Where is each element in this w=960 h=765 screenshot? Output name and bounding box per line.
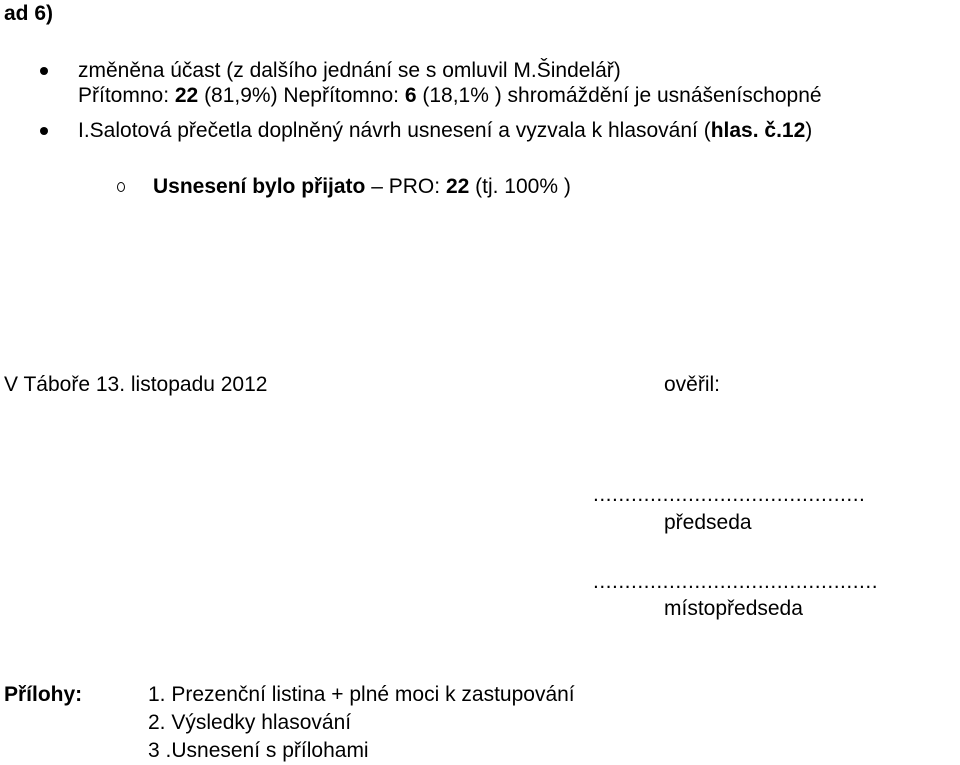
present-count: 22 — [174, 84, 199, 107]
resolution-passed: Usnesení bylo přijato — [153, 175, 366, 198]
pro-label: PRO: — [388, 175, 446, 198]
signature-line-vice-chair: ............................................. — [593, 570, 879, 593]
signature-line-chair: ........................................... — [593, 483, 866, 506]
pro-count: 22 — [445, 175, 470, 198]
attachment-item: 1. Prezenční listina + plné moci k zastupování — [148, 683, 575, 706]
attendance-summary — [78, 83, 822, 108]
vote-number: hlas. č.12 — [710, 119, 806, 142]
proposal-close: ) — [805, 119, 813, 142]
vice-chair-role: místopředseda — [664, 597, 803, 620]
proposal-main: I.Salotová přečetla doplněný návrh usnesení a vyzvala k hlasování ( — [78, 119, 711, 142]
place-date: V Táboře 13. listopadu 2012 — [4, 373, 268, 396]
resolution-result — [153, 174, 571, 199]
attachment-item: 3 .Usnesení s přílohami — [148, 739, 369, 762]
proposal-text — [78, 118, 812, 143]
bullet-icon — [40, 67, 48, 75]
pro-percentage: (tj. 100% ) — [469, 175, 571, 198]
attachment-item: 2. Výsledky hlasování — [148, 711, 352, 734]
attendance-change-text: změněna účast (z dalšího jednání se s omluvil M.Šindelář) — [78, 59, 621, 82]
chair-role: předseda — [664, 511, 752, 534]
resolution-dash: – — [365, 175, 389, 198]
section-heading: ad 6) — [4, 2, 54, 25]
absent-label: (81,9%) Nepřítomno: — [198, 84, 405, 107]
absent-count: 6 — [404, 84, 417, 107]
attachments-label: Přílohy: — [4, 683, 83, 706]
verified-label: ověřil: — [664, 373, 721, 396]
circle-bullet-icon — [117, 182, 125, 192]
bullet-icon — [40, 127, 48, 135]
quorum-text: (18,1% ) shromáždění je usnášeníschopné — [416, 84, 822, 107]
present-label: Přítomno: — [78, 84, 175, 107]
